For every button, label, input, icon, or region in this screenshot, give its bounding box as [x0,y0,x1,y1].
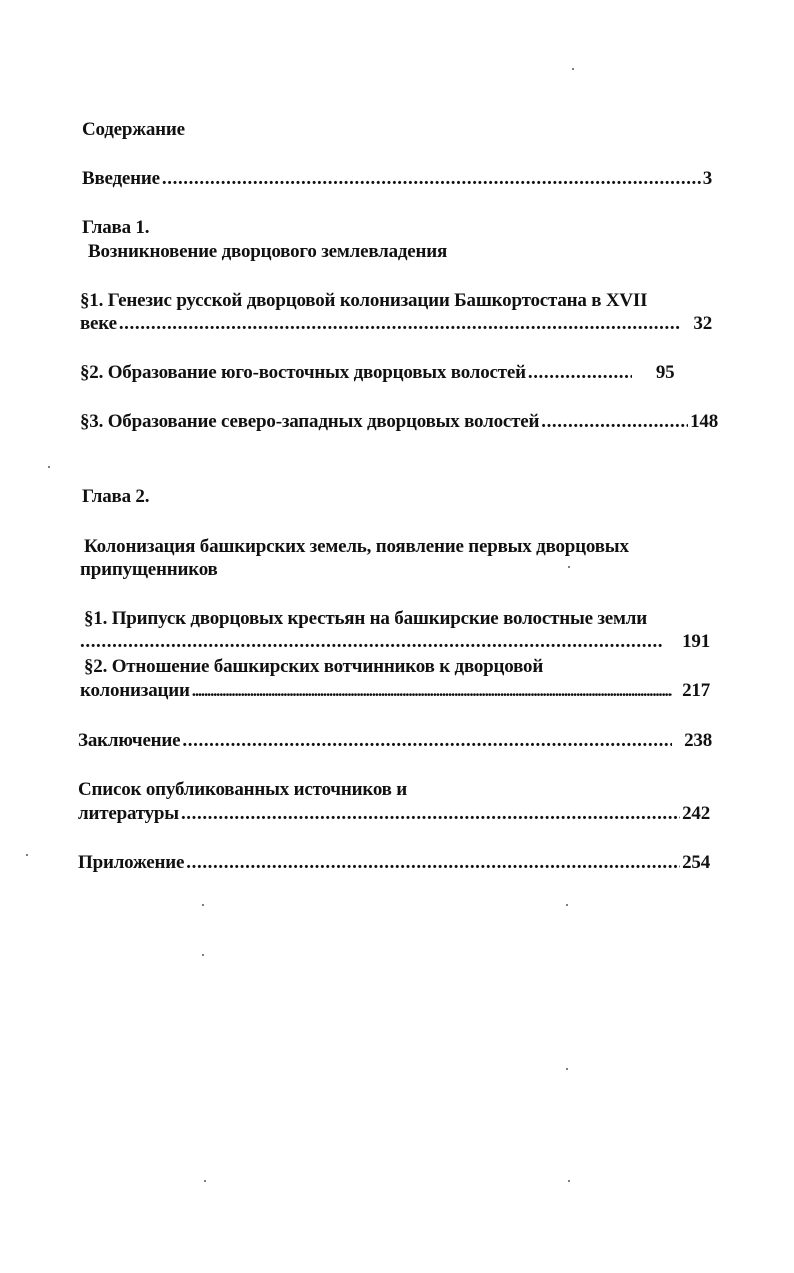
scan-speck [568,566,570,568]
scan-speck [566,1068,568,1070]
toc-entry-label: веке [80,313,117,334]
chapter-2-title-line2: припущенников [80,559,218,580]
toc-entry-ch1-s3[interactable] [80,411,718,433]
toc-entry-ch2-s2-line1[interactable]: §2. Отношение башкирских вотчинников к дворцовой [84,656,544,677]
scan-speck [202,904,204,906]
toc-entry-ch2-s1[interactable] [80,631,710,653]
toc-page-number: 242 [682,803,710,824]
toc-page-number: 95 [655,362,675,383]
chapter-2-title-line1: Колонизация башкирских земель, появление первых дворцовых [84,536,629,557]
toc-entry-sources-line1[interactable]: Список опубликованных источников и [78,779,408,800]
scan-speck [26,854,28,856]
toc-page-number: 254 [682,852,710,873]
dot-leader [162,168,701,190]
toc-entry-ch2-s2[interactable] [80,680,710,702]
toc-entry-label: §2. Образование юго-восточных дворцовых волостей [80,362,526,383]
dot-leader [192,680,672,702]
toc-entry-appendix[interactable] [78,852,710,874]
toc-page-number: 32 [693,313,712,334]
chapter-2-label: Глава 2. [82,486,150,507]
scan-speck [568,1180,570,1182]
toc-entry-ch1-s1[interactable] [80,313,712,335]
chapter-1-title: Возникновение дворцового землевладения [88,241,448,262]
scan-speck [204,1180,206,1182]
scan-speck [566,904,568,906]
toc-heading: Содержание [82,119,185,140]
toc-entry-label: Введение [82,168,160,189]
toc-page-number: 148 [690,411,718,432]
toc-entry-label: колонизации [80,680,190,701]
toc-page-number: 238 [684,730,712,751]
toc-entry-label: Приложение [78,852,185,873]
dot-leader [181,803,680,825]
toc-page-number: 3 [702,168,712,189]
toc-entry-label: §3. Образование северо-западных дворцовых волостей [80,411,540,432]
dot-leader [80,631,662,653]
toc-page-number: 217 [682,680,710,701]
dot-leader [182,730,672,752]
dot-leader [119,313,682,335]
toc-entry-label: литературы [78,803,179,824]
dot-leader [528,362,632,384]
toc-entry-ch2-s1-line1[interactable]: §1. Припуск дворцовых крестьян на башкирские волостные земли [84,608,647,629]
chapter-1-label: Глава 1. [82,217,150,238]
toc-entry-conclusion[interactable] [78,730,712,752]
toc-entry-label: Заключение [78,730,181,751]
scan-speck [48,466,50,468]
toc-entry-ch1-s2[interactable] [80,362,710,384]
dot-leader [541,411,688,433]
dot-leader [186,852,680,874]
scan-speck [202,954,204,956]
scan-speck [572,68,574,70]
toc-entry-ch1-s1-line1[interactable]: §1. Генезис русской дворцовой колонизации Башкортостана в XVII [80,290,648,311]
toc-page-number: 191 [682,631,710,652]
toc-entry-sources[interactable] [78,803,710,825]
toc-entry-intro[interactable] [82,168,712,190]
